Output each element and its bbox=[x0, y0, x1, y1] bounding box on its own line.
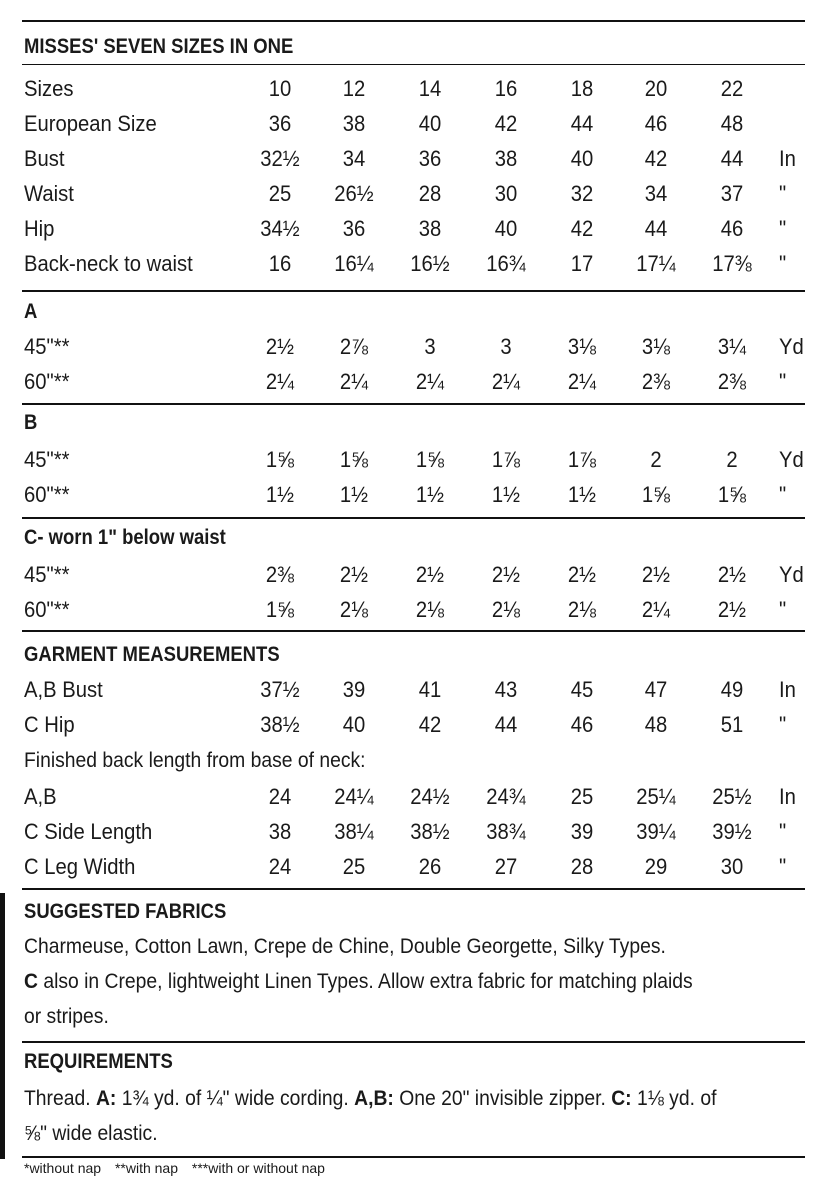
table-cell: 42 bbox=[644, 146, 668, 171]
table-cell: 24¾ bbox=[486, 784, 526, 809]
row-label: C Hip bbox=[24, 712, 75, 737]
table-cell: 37½ bbox=[260, 677, 300, 702]
table-cell: 38½ bbox=[260, 712, 300, 737]
divider-a bbox=[22, 290, 805, 292]
req-elastic: 1⅛ yd. of bbox=[631, 1087, 717, 1110]
table-cell: 25 bbox=[570, 784, 594, 809]
table-cell: 38½ bbox=[410, 819, 450, 844]
fabrics-line-2-bold: C bbox=[24, 970, 38, 993]
table-cell: 26 bbox=[418, 854, 442, 879]
table-cell: 24 bbox=[268, 784, 292, 809]
table-cell: 1½ bbox=[415, 482, 445, 507]
row-label: European Size bbox=[24, 111, 157, 136]
table-cell: 42 bbox=[494, 111, 518, 136]
row-label: C Leg Width bbox=[24, 854, 136, 879]
table-cell: 2½ bbox=[491, 562, 521, 587]
row-label: 45"** bbox=[24, 562, 70, 587]
table-cell: 44 bbox=[644, 216, 668, 241]
table-cell: 40 bbox=[342, 712, 366, 737]
table-cell: 46 bbox=[644, 111, 668, 136]
table-cell: 25 bbox=[268, 181, 292, 206]
table-cell: 2⅜ bbox=[641, 369, 671, 394]
table-cell: 38 bbox=[494, 146, 518, 171]
table-cell: 16 bbox=[494, 76, 518, 101]
fabrics-line-2-text: also in Crepe, lightweight Linen Types. Allow extra fabric for matching plaids bbox=[37, 970, 693, 993]
table-cell: 32½ bbox=[260, 146, 300, 171]
table-cell: 2¼ bbox=[339, 369, 369, 394]
table-row bbox=[0, 815, 818, 849]
table-cell: 49 bbox=[720, 677, 744, 702]
table-row bbox=[0, 673, 818, 707]
row-label: 45"** bbox=[24, 447, 70, 472]
table-cell: 2⅜ bbox=[717, 369, 747, 394]
footnote-3: ***with or without nap bbox=[191, 1160, 325, 1176]
table-row bbox=[0, 558, 818, 592]
table-cell: 34 bbox=[644, 181, 668, 206]
table-cell: 39 bbox=[342, 677, 366, 702]
table-cell: 45 bbox=[570, 677, 594, 702]
table-cell: 44 bbox=[494, 712, 518, 737]
table-cell: 30 bbox=[494, 181, 518, 206]
table-cell: 1½ bbox=[265, 482, 295, 507]
unit-label: " bbox=[779, 181, 787, 206]
table-cell: 2¼ bbox=[567, 369, 597, 394]
divider-requirements bbox=[22, 1041, 805, 1043]
section-title-sizes: MISSES' SEVEN SIZES IN ONE bbox=[24, 35, 294, 58]
table-cell: 2⅛ bbox=[491, 597, 521, 622]
table-cell: 1⅝ bbox=[265, 597, 295, 622]
table-cell: 1⅝ bbox=[717, 482, 747, 507]
table-row bbox=[0, 330, 818, 364]
fabrics-line-3: or stripes. bbox=[24, 1005, 109, 1028]
table-cell: 28 bbox=[570, 854, 594, 879]
table-cell: 37 bbox=[720, 181, 744, 206]
table-row bbox=[0, 177, 818, 211]
table-row bbox=[0, 107, 818, 141]
table-cell: 36 bbox=[268, 111, 292, 136]
table-cell: 29 bbox=[644, 854, 668, 879]
table-row bbox=[0, 247, 818, 281]
row-label: Back-neck to waist bbox=[24, 251, 193, 276]
table-row bbox=[0, 443, 818, 477]
table-cell: 2¼ bbox=[491, 369, 521, 394]
table-cell: 2½ bbox=[567, 562, 597, 587]
table-cell: 40 bbox=[570, 146, 594, 171]
table-cell: 39¼ bbox=[636, 819, 676, 844]
row-label: Waist bbox=[24, 181, 74, 206]
table-cell: 47 bbox=[644, 677, 668, 702]
divider-fabrics bbox=[22, 888, 805, 890]
unit-label: In bbox=[779, 677, 796, 702]
section-title-garment: GARMENT MEASUREMENTS bbox=[24, 643, 280, 666]
table-cell: 3⅛ bbox=[641, 334, 671, 359]
table-cell: 44 bbox=[720, 146, 744, 171]
table-cell: 39 bbox=[570, 819, 594, 844]
table-cell: 2½ bbox=[265, 334, 295, 359]
requirements-line-2: ⅝" wide elastic. bbox=[24, 1122, 158, 1145]
table-cell: 2⅛ bbox=[415, 597, 445, 622]
unit-label: Yd bbox=[779, 447, 804, 472]
unit-label: In bbox=[779, 784, 796, 809]
table-row bbox=[0, 708, 818, 742]
table-cell: 25½ bbox=[712, 784, 752, 809]
table-cell: 22 bbox=[720, 76, 744, 101]
row-label: Sizes bbox=[24, 76, 74, 101]
row-label: A,B bbox=[24, 784, 57, 809]
row-label: 45"** bbox=[24, 334, 70, 359]
table-cell: 20 bbox=[644, 76, 668, 101]
table-cell: 43 bbox=[494, 677, 518, 702]
row-label: A,B Bust bbox=[24, 677, 103, 702]
table-cell: 27 bbox=[494, 854, 518, 879]
table-cell: 38¾ bbox=[486, 819, 526, 844]
garment-subheading: Finished back length from base of neck: bbox=[24, 749, 366, 772]
unit-label: " bbox=[779, 369, 787, 394]
table-cell: 25¼ bbox=[636, 784, 676, 809]
req-c-bold: C: bbox=[611, 1087, 632, 1110]
table-cell: 2 bbox=[650, 447, 662, 472]
table-row bbox=[0, 478, 818, 512]
table-cell: 48 bbox=[644, 712, 668, 737]
table-cell: 10 bbox=[268, 76, 292, 101]
unit-label: " bbox=[779, 216, 787, 241]
table-cell: 2⅜ bbox=[265, 562, 295, 587]
table-cell: 2½ bbox=[717, 597, 747, 622]
table-cell: 2¼ bbox=[415, 369, 445, 394]
table-cell: 18 bbox=[570, 76, 594, 101]
table-cell: 42 bbox=[418, 712, 442, 737]
table-cell: 2⅞ bbox=[339, 334, 369, 359]
footnote-2: **with nap bbox=[114, 1160, 178, 1176]
table-cell: 32 bbox=[570, 181, 594, 206]
table-cell: 16¾ bbox=[486, 251, 526, 276]
table-cell: 36 bbox=[342, 216, 366, 241]
req-ab-bold: A,B: bbox=[354, 1087, 394, 1110]
section-title-view-a: A bbox=[24, 300, 38, 323]
table-row bbox=[0, 72, 818, 106]
table-cell: 2⅛ bbox=[567, 597, 597, 622]
divider-c bbox=[22, 517, 805, 519]
divider-garment bbox=[22, 630, 805, 632]
table-cell: 39½ bbox=[712, 819, 752, 844]
row-label: C Side Length bbox=[24, 819, 153, 844]
table-cell: 2 bbox=[726, 447, 738, 472]
table-cell: 48 bbox=[720, 111, 744, 136]
table-row bbox=[0, 780, 818, 814]
row-label: Hip bbox=[24, 216, 55, 241]
table-cell: 24¼ bbox=[334, 784, 374, 809]
table-cell: 16 bbox=[268, 251, 292, 276]
table-cell: 38¼ bbox=[334, 819, 374, 844]
section-title-fabrics: SUGGESTED FABRICS bbox=[24, 900, 227, 923]
unit-label: Yd bbox=[779, 562, 804, 587]
req-thread: Thread. bbox=[24, 1087, 96, 1110]
unit-label: " bbox=[779, 854, 787, 879]
table-cell: 28 bbox=[418, 181, 442, 206]
table-cell: 1½ bbox=[339, 482, 369, 507]
table-cell: 46 bbox=[720, 216, 744, 241]
table-cell: 1⅞ bbox=[491, 447, 521, 472]
table-row bbox=[0, 850, 818, 884]
table-cell: 46 bbox=[570, 712, 594, 737]
table-cell: 3⅛ bbox=[567, 334, 597, 359]
row-label: 60"** bbox=[24, 369, 70, 394]
table-cell: 34 bbox=[342, 146, 366, 171]
unit-label: " bbox=[779, 251, 787, 276]
table-cell: 3 bbox=[500, 334, 512, 359]
table-cell: 17 bbox=[570, 251, 594, 276]
table-cell: 40 bbox=[494, 216, 518, 241]
requirements-side-bar bbox=[0, 1041, 5, 1159]
table-cell: 17¼ bbox=[636, 251, 676, 276]
req-a-bold: A: bbox=[95, 1087, 117, 1110]
footnotes bbox=[24, 1158, 335, 1178]
title-rule bbox=[22, 64, 805, 65]
table-cell: 16¼ bbox=[334, 251, 374, 276]
table-cell: 24 bbox=[268, 854, 292, 879]
table-row bbox=[0, 212, 818, 246]
section-title-requirements: REQUIREMENTS bbox=[24, 1050, 173, 1073]
footnote-1: *without nap bbox=[24, 1160, 102, 1176]
table-cell: 26½ bbox=[334, 181, 374, 206]
table-cell: 2⅛ bbox=[339, 597, 369, 622]
table-cell: 2½ bbox=[717, 562, 747, 587]
req-cording: 1¾ yd. of ¼" wide cording. bbox=[116, 1087, 355, 1110]
table-cell: 2¼ bbox=[265, 369, 295, 394]
table-cell: 25 bbox=[342, 854, 366, 879]
table-cell: 38 bbox=[268, 819, 292, 844]
section-title-view-c: C- worn 1" below waist bbox=[24, 526, 226, 549]
table-cell: 2½ bbox=[415, 562, 445, 587]
table-cell: 2¼ bbox=[641, 597, 671, 622]
unit-label: Yd bbox=[779, 334, 804, 359]
fabrics-line-1: Charmeuse, Cotton Lawn, Crepe de Chine, Double Georgette, Silky Types. bbox=[24, 935, 666, 958]
table-cell: 3 bbox=[424, 334, 436, 359]
table-cell: 1⅝ bbox=[339, 447, 369, 472]
table-cell: 1⅝ bbox=[265, 447, 295, 472]
table-cell: 1⅞ bbox=[567, 447, 597, 472]
table-cell: 17⅜ bbox=[712, 251, 752, 276]
table-cell: 30 bbox=[720, 854, 744, 879]
fabrics-side-bar bbox=[0, 893, 5, 1043]
table-cell: 14 bbox=[418, 76, 442, 101]
fabrics-line-2 bbox=[24, 964, 751, 999]
table-row bbox=[0, 593, 818, 627]
table-cell: 3¼ bbox=[717, 334, 747, 359]
unit-label: " bbox=[779, 482, 787, 507]
table-cell: 41 bbox=[418, 677, 442, 702]
table-cell: 1⅝ bbox=[641, 482, 671, 507]
table-cell: 16½ bbox=[410, 251, 450, 276]
table-cell: 12 bbox=[342, 76, 366, 101]
unit-label: In bbox=[779, 146, 796, 171]
table-cell: 1½ bbox=[567, 482, 597, 507]
unit-label: " bbox=[779, 597, 787, 622]
table-cell: 1⅝ bbox=[415, 447, 445, 472]
row-label: 60"** bbox=[24, 482, 70, 507]
table-row bbox=[0, 142, 818, 176]
divider-b bbox=[22, 403, 805, 405]
row-label: Bust bbox=[24, 146, 65, 171]
table-cell: 44 bbox=[570, 111, 594, 136]
table-cell: 2½ bbox=[339, 562, 369, 587]
top-rule bbox=[22, 20, 805, 22]
table-cell: 36 bbox=[418, 146, 442, 171]
row-label: 60"** bbox=[24, 597, 70, 622]
table-cell: 34½ bbox=[260, 216, 300, 241]
table-cell: 40 bbox=[418, 111, 442, 136]
table-cell: 24½ bbox=[410, 784, 450, 809]
section-title-view-b: B bbox=[24, 411, 38, 434]
table-row bbox=[0, 365, 818, 399]
requirements-line-1 bbox=[24, 1081, 751, 1116]
table-cell: 38 bbox=[418, 216, 442, 241]
unit-label: " bbox=[779, 712, 787, 737]
table-cell: 51 bbox=[720, 712, 744, 737]
table-cell: 42 bbox=[570, 216, 594, 241]
unit-label: " bbox=[779, 819, 787, 844]
table-cell: 2½ bbox=[641, 562, 671, 587]
req-zipper: One 20" invisible zipper. bbox=[393, 1087, 612, 1110]
table-cell: 38 bbox=[342, 111, 366, 136]
table-cell: 1½ bbox=[491, 482, 521, 507]
